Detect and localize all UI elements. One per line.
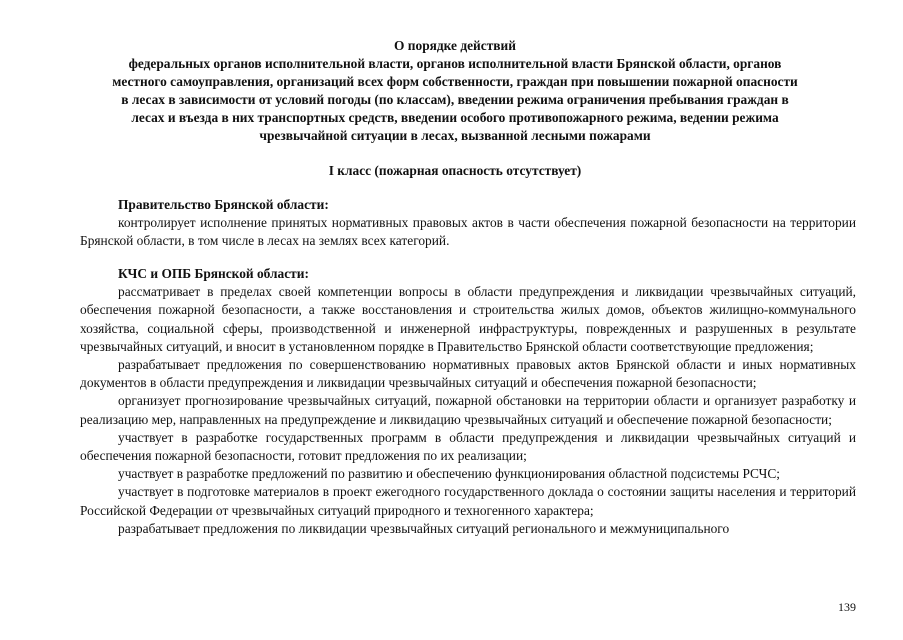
- document-title: [70, 37, 840, 145]
- title-line: О порядке действий: [394, 38, 516, 53]
- paragraph: участвует в подготовке материалов в проект ежегодного государственного доклада о состоянии защиты населения и территорий Российской Федерации от чрезвычайных ситуаций природного и техногенного характера;: [80, 484, 856, 518]
- paragraph: контролирует исполнение принятых нормативных правовых актов в части обеспечения пожарной безопасности на территории Брянской области, в том числе в лесах на землях всех категорий.: [80, 215, 856, 249]
- title-line: лесах и въезда в них транспортных средств, введении особого противопожарного режима, ведении режима: [131, 110, 779, 125]
- page-number: 139: [838, 600, 856, 614]
- paragraph: участвует в разработке предложений по развитию и обеспечению функционирования областной подсистемы РСЧС;: [118, 466, 781, 482]
- section-kchs: [80, 265, 856, 538]
- paragraph: участвует в разработке государственных программ в области предупреждения и ликвидации чрезвычайных ситуаций и обеспечения пожарной безопасности, готовит предложения по их реализации;: [80, 429, 856, 464]
- title-line: федеральных органов исполнительной власти, органов исполнительной власти Брянской области, органов: [128, 56, 782, 71]
- title-line: чрезвычайной ситуации в лесах, вызванной лесными пожарами: [259, 128, 651, 143]
- paragraph: организует прогнозирование чрезвычайных ситуаций, пожарной обстановки на территории области и организует разработку и реализацию мер, направленных на предупреждение и ликвидацию чрезвычайных ситуаций и обеспечение пожарной безопасности;: [80, 393, 856, 427]
- title-line: местного самоуправления, организаций всех форм собственности, граждан при повышении пожарной опасности: [112, 74, 798, 89]
- section-government: [80, 196, 856, 251]
- fire-class-heading: I класс (пожарная опасность отсутствует): [328, 163, 582, 178]
- paragraph: рассматривает в пределах своей компетенции вопросы в области предупреждения и ликвидации чрезвычайных ситуаций, обеспечения пожарной безопасности, а также восстановления и строительства жилых домов, объектов жилищно-коммунального хозяйства, социальной сферы, производственной и инженерной инфраструктуры, поврежденных и разрушенных в результате чрезвычайных ситуаций, и вносит в установленном порядке в Правительство Брянской области соответствующие предложения;: [80, 284, 856, 354]
- section-heading: Правительство Брянской области:: [118, 197, 329, 212]
- paragraph: разрабатывает предложения по ликвидации чрезвычайных ситуаций регионального и межмуниципального: [118, 520, 730, 536]
- section-heading: КЧС и ОПБ Брянской области:: [118, 266, 309, 281]
- title-line: в лесах в зависимости от условий погоды (по классам), введении режима ограничения пребывания граждан в: [121, 92, 789, 107]
- paragraph: разрабатывает предложения по совершенствованию нормативных правовых актов Брянской области и иных нормативных документов в области предупреждения и ликвидации чрезвычайных ситуаций и обеспечения пожарной безопасности;: [80, 357, 856, 391]
